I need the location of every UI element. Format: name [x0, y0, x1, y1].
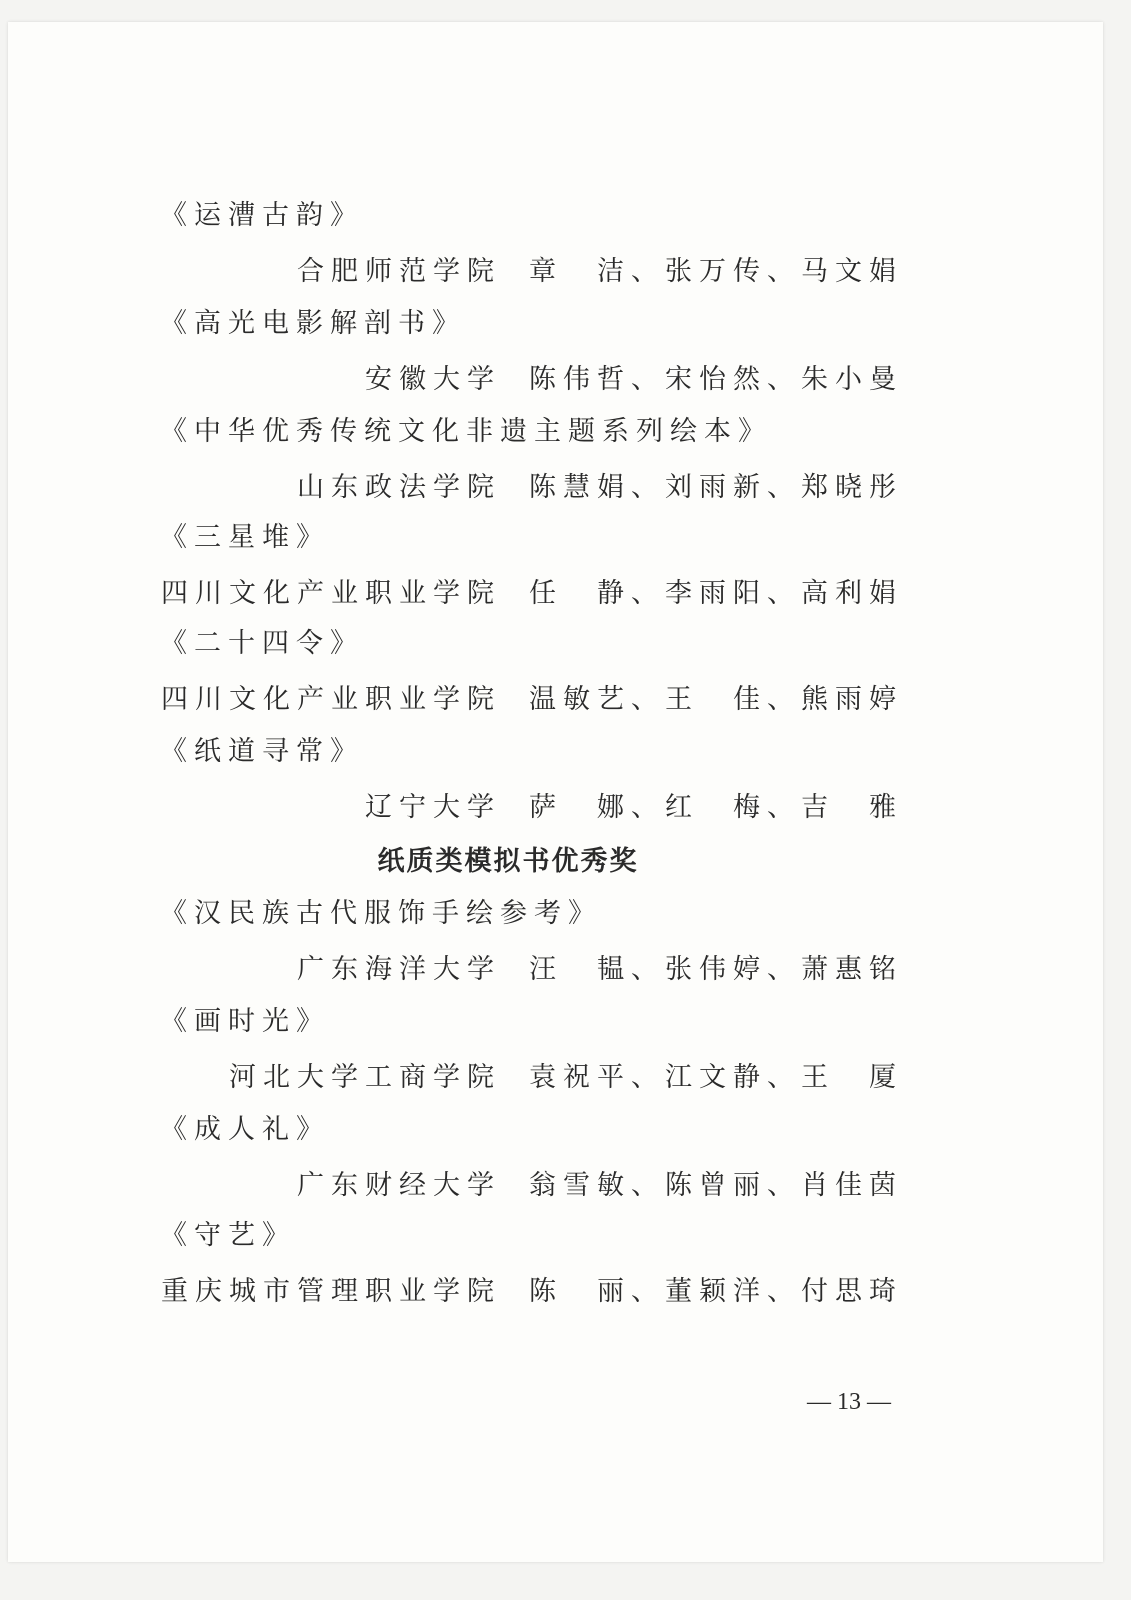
entry-title: 《画时光》 — [160, 1006, 330, 1037]
entry-author-line — [297, 1172, 903, 1199]
entry-author-line — [161, 1278, 903, 1305]
entry-institution: 广东财经大学 — [297, 1170, 501, 1201]
entry-authors: 陈 丽、董颖洋、付思琦 — [529, 1276, 903, 1307]
entry-institution: 广东海洋大学 — [297, 954, 501, 985]
section-heading: 纸质类模拟书优秀奖 — [377, 846, 639, 877]
entry-author-line — [365, 366, 903, 393]
entry-title: 《二十四令》 — [160, 628, 364, 659]
entry-author-line — [297, 474, 903, 501]
entry-authors: 汪 韫、张伟婷、萧惠铭 — [529, 954, 903, 985]
document-content — [8, 22, 1103, 1562]
entry-title: 《运漕古韵》 — [160, 200, 364, 231]
document-page — [8, 22, 1103, 1562]
entry-author-line — [297, 956, 903, 983]
entry-title: 《成人礼》 — [160, 1114, 330, 1145]
entry-authors: 陈慧娟、刘雨新、郑晓彤 — [529, 472, 903, 503]
entry-institution: 安徽大学 — [365, 364, 501, 395]
entry-authors: 翁雪敏、陈曾丽、肖佳茵 — [529, 1170, 903, 1201]
entry-title: 《纸道寻常》 — [160, 736, 364, 767]
entry-title: 《守艺》 — [160, 1220, 296, 1251]
entry-institution: 重庆城市管理职业学院 — [161, 1276, 501, 1307]
entry-institution: 合肥师范学院 — [297, 256, 501, 287]
entry-institution: 河北大学工商学院 — [229, 1062, 501, 1093]
entry-title: 《高光电影解剖书》 — [160, 308, 466, 339]
entry-institution: 四川文化产业职业学院 — [161, 578, 501, 609]
entry-title: 《汉民族古代服饰手绘参考》 — [160, 898, 602, 929]
entry-author-line — [365, 794, 903, 821]
page-number: — 13 — — [807, 1389, 891, 1415]
entry-title: 《三星堆》 — [160, 522, 330, 553]
entry-institution: 辽宁大学 — [365, 792, 501, 823]
entry-author-line — [229, 1064, 903, 1091]
entry-author-line — [161, 580, 903, 607]
entry-author-line — [161, 686, 903, 713]
entry-institution: 四川文化产业职业学院 — [161, 684, 501, 715]
entry-authors: 袁祝平、江文静、王 厦 — [529, 1062, 903, 1093]
entry-authors: 任 静、李雨阳、高利娟 — [529, 578, 903, 609]
entry-authors: 章 洁、张万传、马文娟 — [529, 256, 903, 287]
entry-authors: 萨 娜、红 梅、吉 雅 — [529, 792, 903, 823]
entry-title: 《中华优秀传统文化非遗主题系列绘本》 — [160, 416, 772, 447]
entry-authors: 陈伟哲、宋怡然、朱小曼 — [529, 364, 903, 395]
entry-institution: 山东政法学院 — [297, 472, 501, 503]
entry-author-line — [297, 258, 903, 285]
entry-authors: 温敏艺、王 佳、熊雨婷 — [529, 684, 903, 715]
